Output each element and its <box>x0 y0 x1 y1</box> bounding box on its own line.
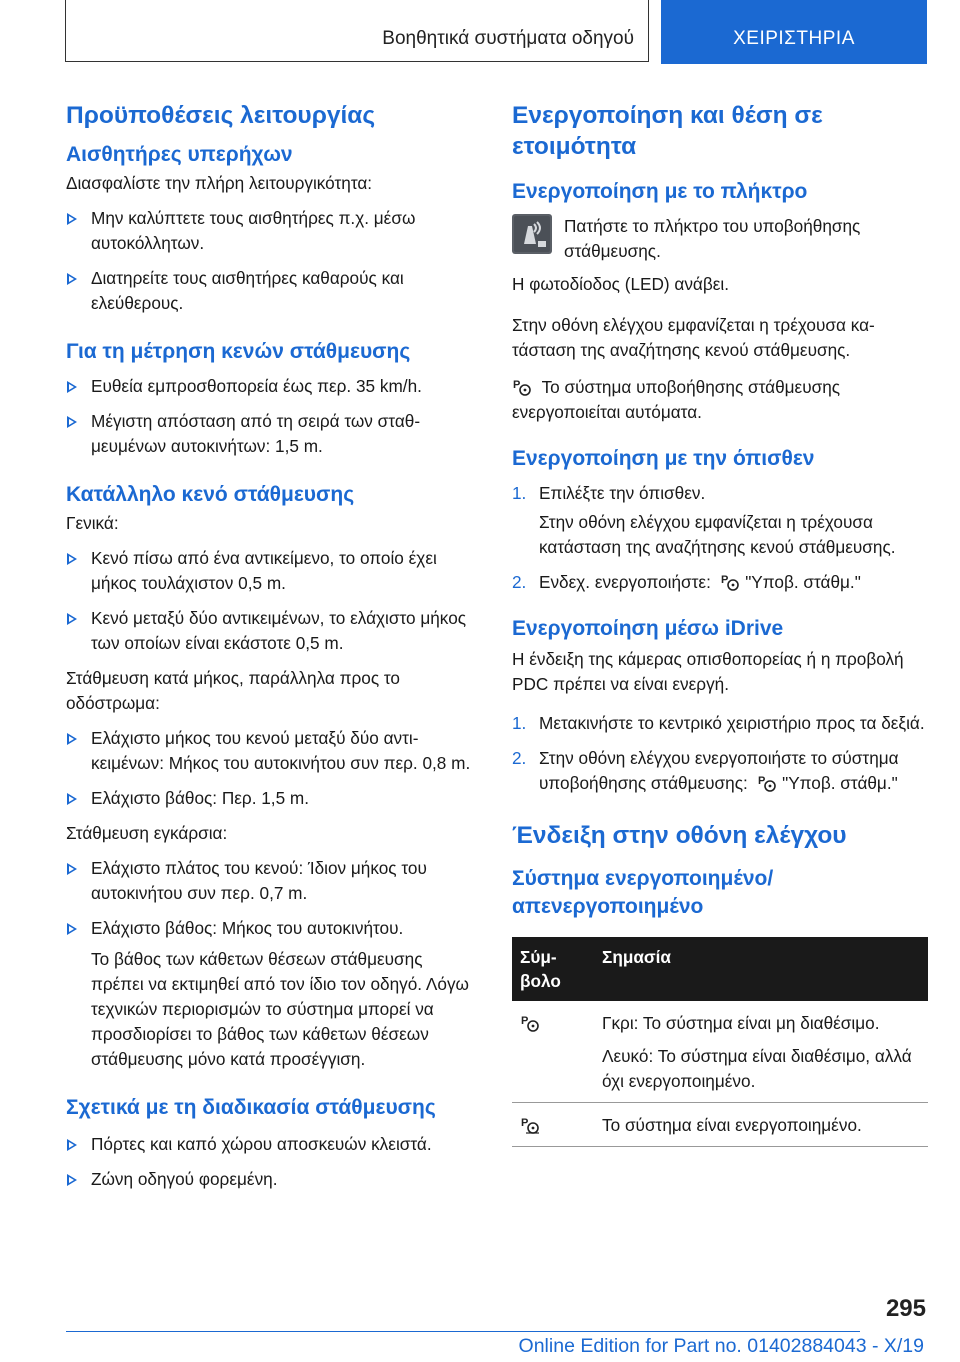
list-item: 2. Ενδεχ. ενεργοποιήστε: P "Υποβ. στάθμ." <box>512 572 861 592</box>
bullet-triangle-icon <box>67 793 77 805</box>
led-text: Η φωτοδίοδος (LED) ανάβει. <box>512 274 730 294</box>
auto-activation-text: P Το σύστημα υποβοήθησης στάθμευσης ενεργοποιείται αυτόματα. <box>512 377 841 422</box>
list-item: Ελάχιστο βάθος: Περ. 1,5 m. <box>66 786 476 811</box>
heading-preconditions: Προϋποθέσεις λειτουργίας <box>66 102 376 129</box>
heading-gap-measurement: Για τη μέτρηση κενών στάθμευσης <box>66 340 411 363</box>
heading-control-display: Ένδειξη στην οθόνη ελέγχου <box>512 822 847 849</box>
parking-assistant-icon <box>520 1013 540 1033</box>
list-item: 1. Επιλέξτε την όπισθεν. <box>512 483 706 503</box>
bullet-triangle-icon <box>67 553 77 565</box>
svg-text:P: P <box>513 379 521 391</box>
list-item: 2. Στην οθόνη ελέγχου ενεργοποιήστε το σύστημα υποβοήθησης στάθμευσης: P "Υποβ. στάθμ." <box>512 748 899 793</box>
list-item: Ελάχιστο πλάτος του κενού: Ίδιον μήκος του αυτοκινήτου συν περ. 0,7 m. <box>66 856 476 906</box>
list-item: Μην καλύπτετε τους αισθητήρες π.χ. μέσω αυτοκόλλητων. <box>66 206 476 256</box>
left-column <box>66 100 476 1202</box>
right-column <box>512 100 928 1147</box>
footer-edition: Online Edition for Part no. 01402884043 - X/19 <box>518 1335 924 1357</box>
idrive-intro: Η ένδειξη της κάμερας οπισθοπορείας ή η προβολή PDC πρέπει να είναι ενεργή. <box>512 649 904 694</box>
svg-text:P: P <box>521 1117 529 1129</box>
parking-assistant-icon <box>720 572 740 592</box>
heading-suitable-gap: Κατάλληλο κενό στάθμευσης <box>66 483 355 506</box>
list-item: Κενό μεταξύ δύο αντικειμένων, το ελάχιστο μήκος των οποίων είναι εκάστοτε 0,5 m. <box>66 606 476 656</box>
list-item: Ζώνη οδηγού φορεμένη. <box>66 1167 476 1192</box>
sensors-intro: Διασφαλίστε την πλήρη λειτουργικότητα: <box>66 173 373 193</box>
table-row <box>512 1001 928 1103</box>
table-cell-meaning: Το σύστημα είναι ενεργοποιημένο. <box>594 1103 928 1147</box>
gap-parallel: Στάθμευση κατά μήκος, παράλληλα προς το οδόστρωμα: <box>66 668 400 713</box>
gap-cross: Στάθμευση εγκάρσια: <box>66 823 228 843</box>
table-header-symbol: Σύμβολο <box>512 937 594 1001</box>
reverse-step1-note: Στην οθόνη ελέγχου εμφανίζεται η τρέχουσα κατάσταση της αναζήτησης κενού στάθμευσης. <box>539 512 896 557</box>
bullet-triangle-icon <box>67 1139 77 1151</box>
bullet-triangle-icon <box>67 613 77 625</box>
heading-activation-button: Ενεργοποίηση με το πλήκτρο <box>512 180 808 203</box>
table-cell-symbol <box>512 1001 594 1103</box>
list-item: Κενό πίσω από ένα αντικείμενο, το οποίο έχει μήκος τουλάχιστον 0,5 m. <box>66 546 476 596</box>
bullet-triangle-icon <box>67 273 77 285</box>
gap-depth-note: Το βάθος των κάθετων θέσεων στάθμευσης πρέπει να εκτιμηθεί από τον ίδιο τον οδηγό. Λόγω τεχνικών περιορισμών το σύστημα μπορεί να προσδιορίσει το βάθος των κάθετων θέσεων στάθμευσης μόνο κατά προσέγγιση. <box>91 949 469 1069</box>
header-chapter-title: ΧΕΙΡΙΣΤΗΡΙΑ <box>733 28 855 49</box>
list-item: Ελάχιστο μήκος του κενού μεταξύ δύο αντικειμένων: Μήκος του αυτοκινήτου συν περ. 0,8 m. <box>66 726 476 776</box>
header-chapter-tab[interactable] <box>661 0 927 64</box>
bullet-triangle-icon <box>67 416 77 428</box>
list-item: 1. Μετακινήστε το κεντρικό χειριστήριο προς τα δεξιά. <box>512 713 925 733</box>
bullet-triangle-icon <box>67 381 77 393</box>
bullet-triangle-icon <box>67 213 77 225</box>
list-item: Ελάχιστο βάθος: Μήκος του αυτοκινήτου. <box>66 916 476 941</box>
bullet-triangle-icon <box>67 1174 77 1186</box>
symbol-table <box>512 937 928 1147</box>
parking-assistant-icon <box>757 773 777 793</box>
gap-general: Γενικά: <box>66 513 119 533</box>
list-item: Μέγιστη απόσταση από τη σειρά των σταθμευμένων αυτοκινήτων: 1,5 m. <box>66 409 476 459</box>
button-instruction: Πατήστε το πλήκτρο του υποβοήθησης στάθμευσης. <box>512 214 928 266</box>
svg-text:P: P <box>521 1015 529 1027</box>
bullet-triangle-icon <box>67 863 77 875</box>
page-number: 295 <box>885 1295 926 1322</box>
heading-activation: Ενεργοποίηση και θέση σε ετοιμότητα <box>512 102 823 160</box>
header-section-title: Βοηθητικά συστήματα οδηγού <box>382 28 634 49</box>
parking-assist-button-icon <box>512 214 552 254</box>
table-cell-symbol <box>512 1103 594 1147</box>
table-header-row <box>512 937 928 1001</box>
list-item: Ευθεία εμπροσθοπορεία έως περ. 35 km/h. <box>66 374 476 399</box>
heading-system-state: Σύστημα ενεργοποιημένο/ απενεργοποιημένο <box>512 867 774 918</box>
list-item: Πόρτες και καπό χώρου αποσκευών κλειστά. <box>66 1132 476 1157</box>
page-header <box>65 0 927 64</box>
heading-activation-idrive: Ενεργοποίηση μέσω iDrive <box>512 617 784 640</box>
heading-parking-procedure: Σχετικά με τη διαδικασία στάθμευσης <box>66 1096 436 1119</box>
svg-text:P: P <box>721 574 729 586</box>
display-status-text: Στην οθόνη ελέγχου εμφανίζεται η τρέχουσα κατάσταση της αναζήτησης κενού στάθμευσης. <box>512 315 875 360</box>
list-item: Διατηρείτε τους αισθητήρες καθαρούς και ελεύθερους. <box>66 266 476 316</box>
footer-divider <box>66 1331 860 1332</box>
bullet-triangle-icon <box>67 733 77 745</box>
table-header-meaning: Σημασία <box>594 937 928 1001</box>
heading-activation-reverse: Ενεργοποίηση με την όπισθεν <box>512 447 815 470</box>
table-cell-meaning: Γκρι: Το σύστημα είναι μη διαθέσιμο. Λευκό: Το σύστημα είναι διαθέσιμο, αλλά όχι ενεργοποιημένο. <box>594 1001 928 1103</box>
heading-sensors: Αισθητήρες υπερήχων <box>66 143 293 166</box>
parking-assistant-active-icon <box>520 1115 540 1135</box>
table-row <box>512 1103 928 1147</box>
parking-assistant-icon <box>512 377 532 397</box>
svg-text:P: P <box>758 775 766 787</box>
bullet-triangle-icon <box>67 923 77 935</box>
header-section-box <box>65 0 649 62</box>
